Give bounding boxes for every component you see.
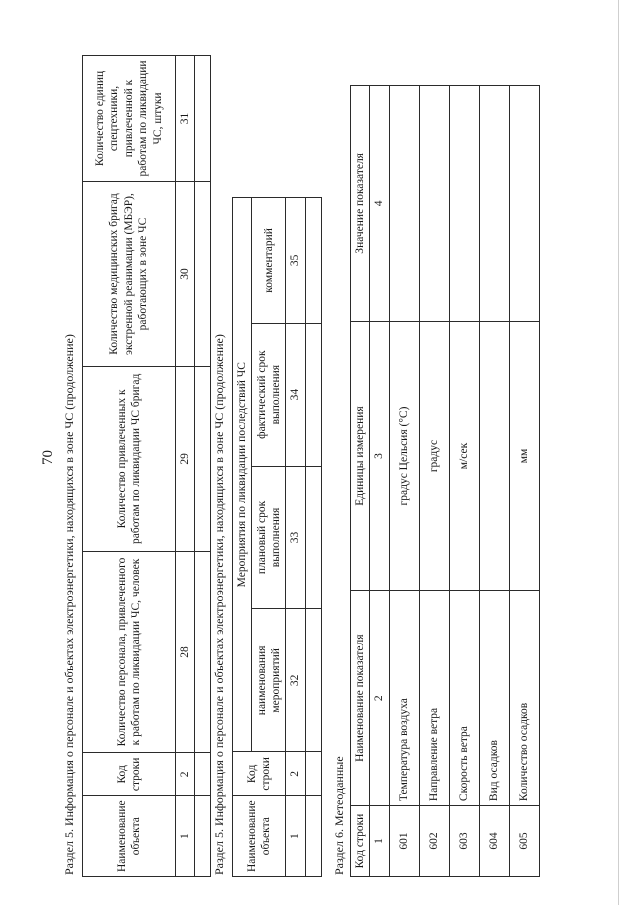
header-planned-date: плановый срок выполнения [252, 466, 286, 609]
table-cell [195, 181, 211, 366]
header-row-code: Код строки [233, 752, 286, 796]
column-number: 33 [286, 466, 305, 609]
column-number: 31 [176, 56, 195, 182]
header-object-name: Наименование объекта [83, 796, 176, 877]
page-number: 70 [40, 450, 56, 465]
row-unit: мм [509, 321, 539, 591]
row-code: 603 [449, 806, 479, 877]
table-cell [305, 323, 321, 466]
row-indicator-name: Количество осадков [509, 591, 539, 806]
section5a-number-row [176, 56, 195, 877]
table-cell [305, 466, 321, 609]
table-cell [195, 56, 211, 182]
section5a-header-row [83, 56, 176, 877]
table-cell [305, 796, 321, 877]
header-special-equipment: Количество единиц спецтехники, привлеченной к работам по ликвидации ЧС, штуки [83, 56, 176, 182]
table-row [449, 86, 479, 877]
section5b-table [232, 197, 322, 877]
row-code: 605 [509, 806, 539, 877]
table-cell [305, 609, 321, 752]
column-number: 1 [370, 806, 389, 877]
table-cell [305, 198, 321, 324]
header-measure-names: наименования мероприятий [252, 609, 286, 752]
row-unit: градус [419, 321, 449, 591]
section6-caption: Раздел 6. Метеоданные [332, 756, 346, 875]
column-number: 3 [370, 321, 389, 591]
section5a-table [82, 55, 211, 877]
row-value [449, 86, 479, 322]
table-cell [195, 551, 211, 753]
column-number: 4 [370, 86, 389, 322]
section6-header-row [351, 86, 370, 877]
header-row-code: Код строки [83, 753, 176, 796]
column-number: 29 [176, 367, 195, 551]
row-value [419, 86, 449, 322]
column-number: 30 [176, 181, 195, 366]
header-brigades-count: Количество привлеченных к работам по ликвидации ЧС бригад [83, 367, 176, 551]
row-unit [479, 321, 509, 591]
table-cell [195, 796, 211, 877]
table-row [479, 86, 509, 877]
column-number: 35 [286, 198, 305, 324]
header-liquidation-measures: Мероприятия по ликвидации последствий ЧС [233, 198, 252, 752]
row-value [479, 86, 509, 322]
row-unit: градус Цельсия (°С) [389, 321, 419, 591]
header-comment: комментарий [252, 198, 286, 324]
column-number: 2 [176, 753, 195, 796]
column-number: 34 [286, 323, 305, 466]
row-code: 601 [389, 806, 419, 877]
header-unit: Единицы измерения [351, 321, 370, 591]
row-value [389, 86, 419, 322]
column-number: 28 [176, 551, 195, 753]
section6-table [350, 85, 540, 877]
header-medical-brigades: Количество медицинских бригад экстренной реанимации (МБЭР), работающих в зоне ЧС [83, 181, 176, 366]
header-indicator-name: Наименование показателя [351, 591, 370, 806]
row-unit: м/сек [449, 321, 479, 591]
section5b-group-row [233, 198, 252, 877]
column-number: 32 [286, 609, 305, 752]
header-object-name: Наименование объекта [233, 796, 286, 877]
row-code: 602 [419, 806, 449, 877]
row-indicator-name: Вид осадков [479, 591, 509, 806]
column-number: 2 [286, 752, 305, 796]
header-personnel-count: Количество персонала, привлеченного к работам по ликвидации ЧС, человек [83, 551, 176, 753]
section6-number-row [370, 86, 389, 877]
table-row [509, 86, 539, 877]
table-cell [195, 753, 211, 796]
row-indicator-name: Направление ветра [419, 591, 449, 806]
section5a-caption: Раздел 5. Информация о персонале и объектах электроэнергетики, находящихся в зоне ЧС (продолжение) [62, 334, 76, 875]
table-cell [305, 752, 321, 796]
table-cell [195, 367, 211, 551]
column-number: 1 [176, 796, 195, 877]
header-actual-date: фактический срок выполнения [252, 323, 286, 466]
column-number: 2 [370, 591, 389, 806]
table-row [389, 86, 419, 877]
row-value [509, 86, 539, 322]
column-number: 1 [286, 796, 305, 877]
header-row-code: Код строки [351, 806, 370, 877]
section5b-caption: Раздел 5. Информация о персонале и объектах электроэнергетики, находящихся в зоне ЧС (продолжение) [212, 334, 226, 875]
header-indicator-value: Значение показателя [351, 86, 370, 322]
row-indicator-name: Скорость ветра [449, 591, 479, 806]
table-row [419, 86, 449, 877]
section5b-number-row [286, 198, 305, 877]
row-indicator-name: Температура воздуха [389, 591, 419, 806]
section5b-empty-row [305, 198, 321, 877]
section5a-empty-row [195, 56, 211, 877]
row-code: 604 [479, 806, 509, 877]
